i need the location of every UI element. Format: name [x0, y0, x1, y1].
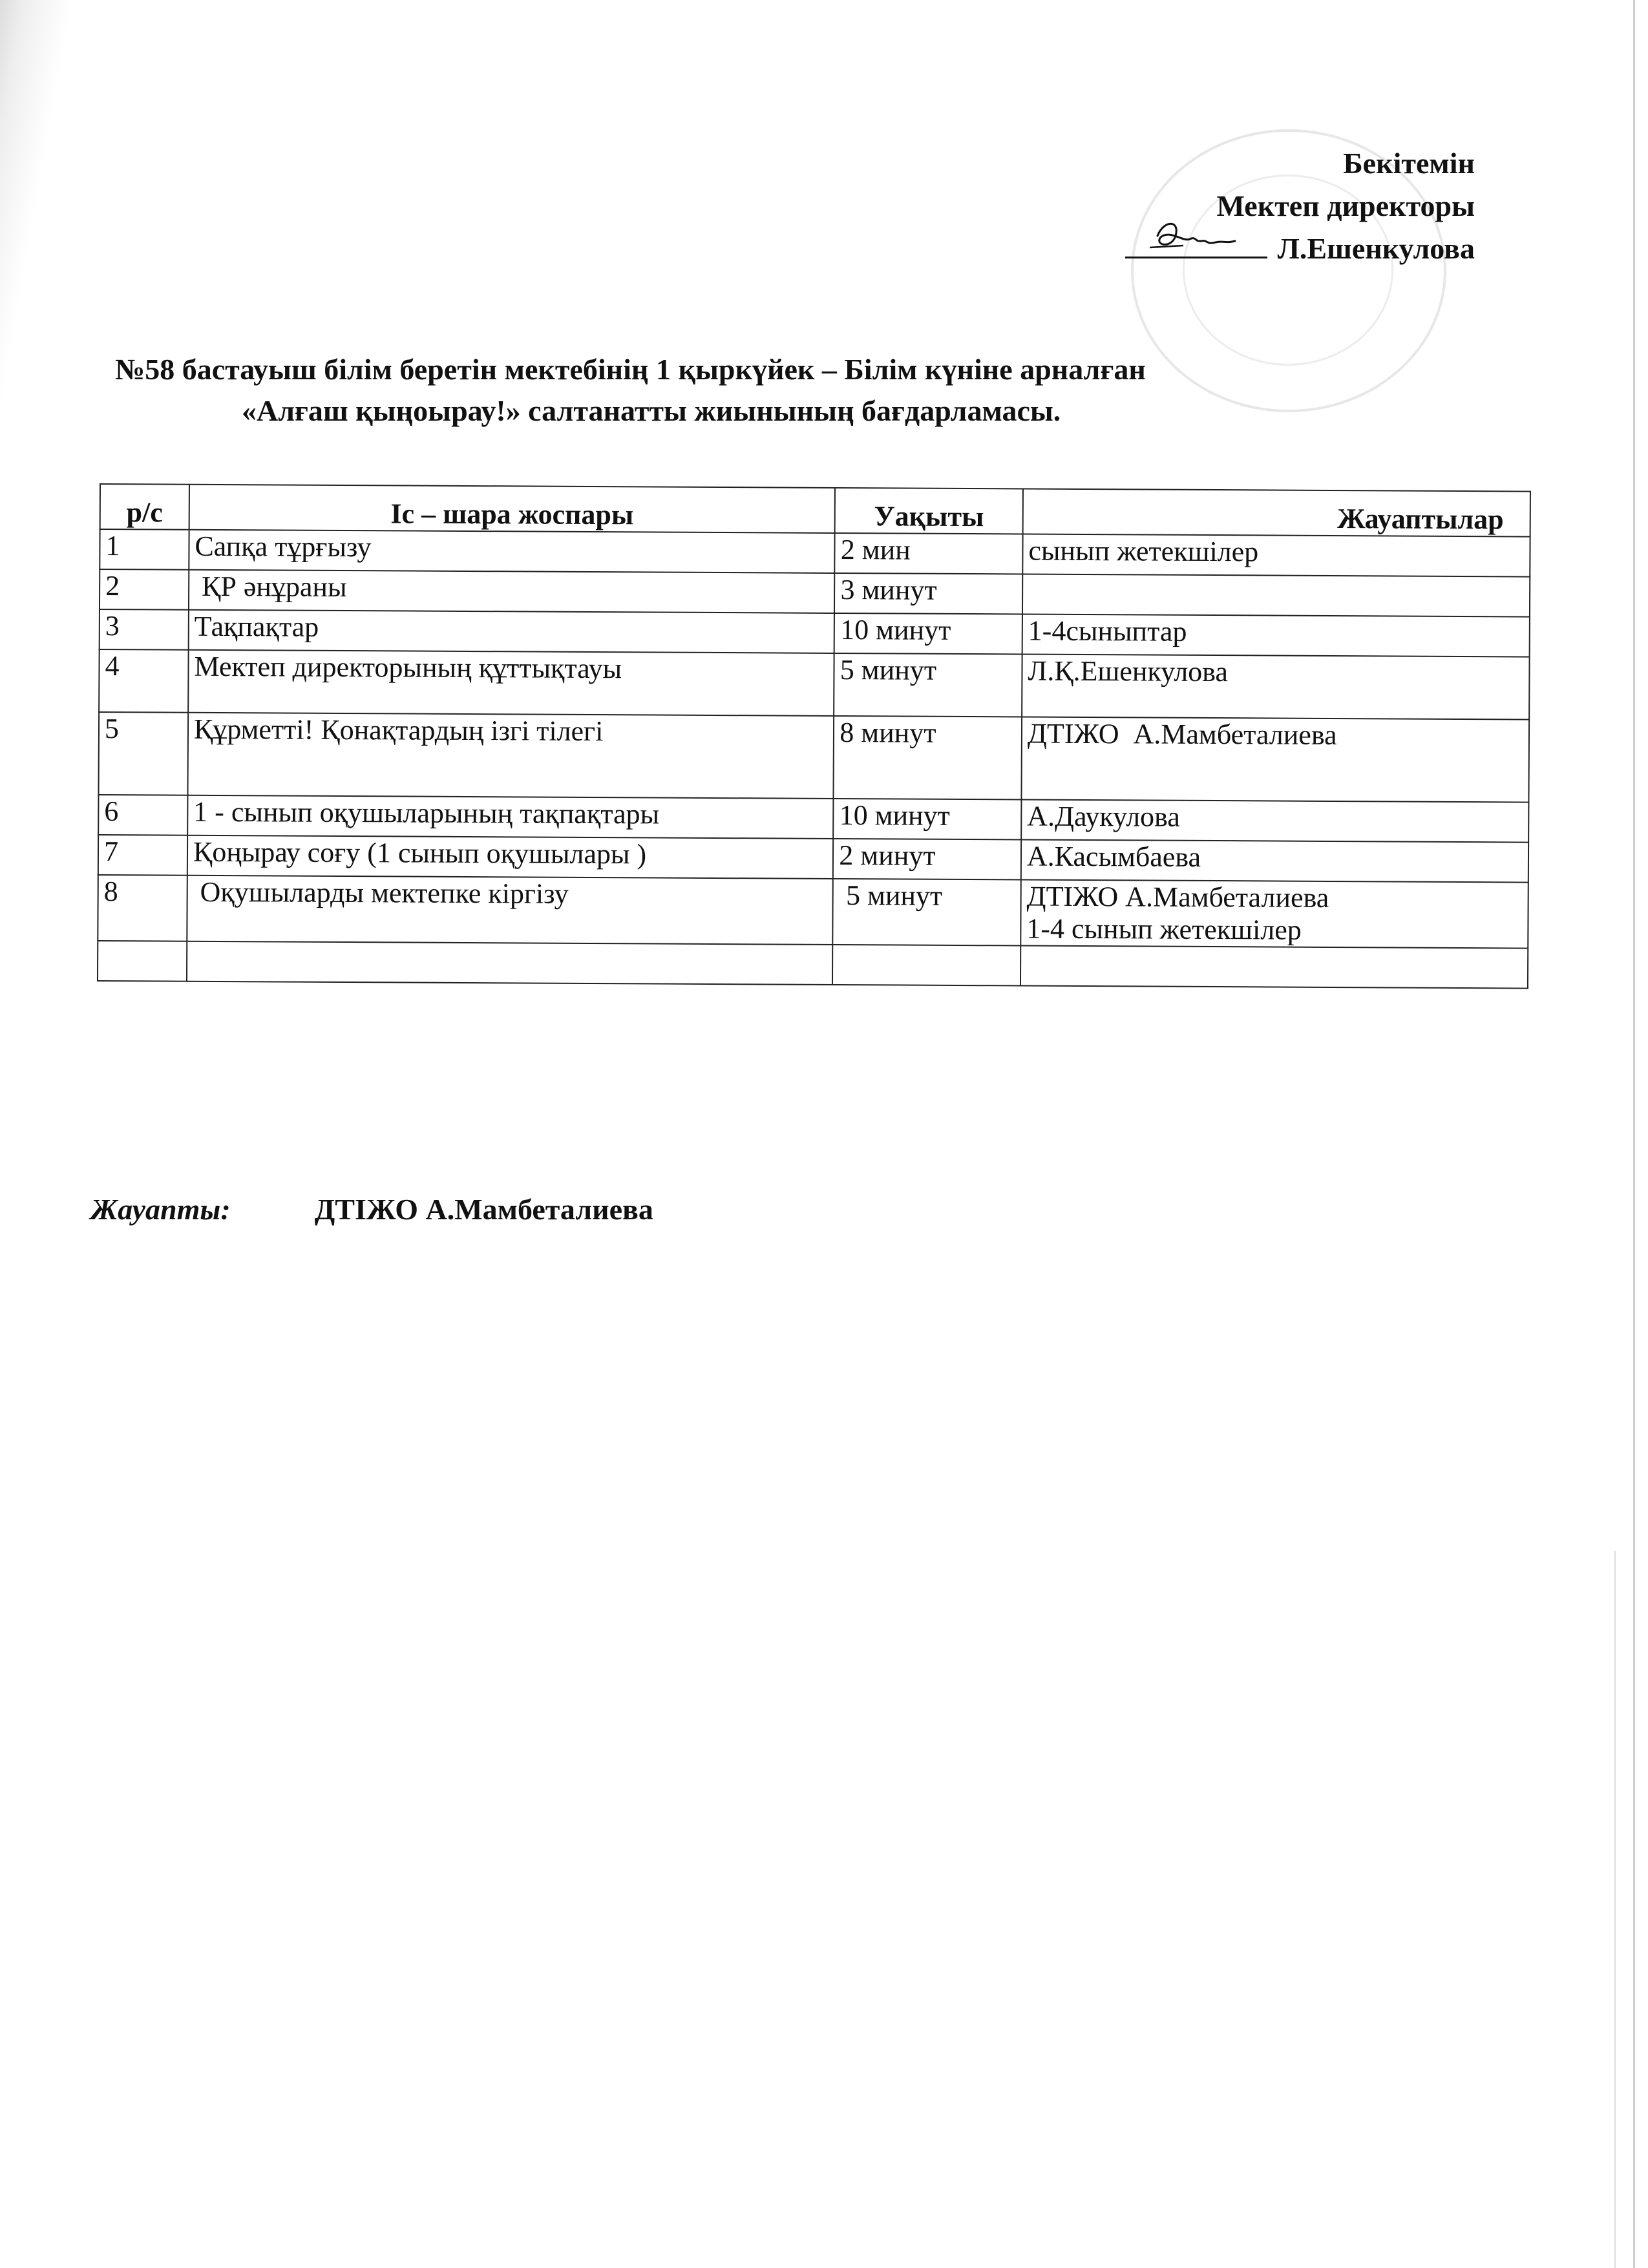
responsible-line: 1-4 сынып жетекшілер [1026, 912, 1302, 946]
row-event: Сапқа тұрғызу [189, 530, 835, 573]
approval-block [1125, 142, 1475, 270]
document-title [115, 349, 1472, 432]
approve-label: Бекітемін [1343, 147, 1475, 180]
table-row [99, 649, 1529, 720]
handwritten-signature [1145, 216, 1241, 255]
row-number: 3 [100, 609, 189, 650]
row-time: 10 минут [834, 613, 1022, 655]
table-header-row [100, 484, 1530, 537]
row-number: 4 [99, 649, 188, 713]
row-time: 10 минут [834, 799, 1022, 840]
header-number: р/с [100, 484, 189, 530]
row-responsible: сынып жетекшілер [1022, 534, 1530, 576]
row-responsible: А.Даукулова [1021, 799, 1528, 842]
row-number: 8 [98, 875, 187, 941]
title-line-2: «Алғаш қыңоырау!» салтанатты жиынының бағдарламасы. [242, 394, 1061, 427]
row-responsible [1022, 574, 1530, 616]
row-number: 6 [98, 795, 187, 835]
scan-edge-shadow [0, 0, 207, 2268]
table-row [98, 795, 1528, 843]
row-responsible [1020, 879, 1528, 948]
row-number: 2 [100, 569, 189, 610]
row-event: Тақпақтар [189, 610, 835, 653]
header-responsible: Жауаптылар [1023, 488, 1530, 536]
responsible-footer [90, 1192, 653, 1226]
signature-line [1125, 231, 1267, 258]
table-row [100, 609, 1530, 657]
row-responsible: 1-4сыныптар [1022, 614, 1530, 656]
table-row [98, 835, 1528, 883]
row-number: 5 [98, 712, 188, 795]
row-number: 1 [100, 529, 189, 570]
row-event: Оқушыларды мектепке кіргізу [187, 876, 833, 945]
scan-edge-line [1633, 0, 1635, 2268]
header-time: Уақыты [835, 488, 1023, 534]
row-time: 5 минут [833, 879, 1021, 946]
scan-edge-line [1614, 1551, 1616, 2268]
table-row [100, 529, 1530, 577]
row-event: Құрметті! Қонақтардың ізгі тілегі [187, 713, 834, 799]
responsible-line: ДТІЖО А.Мамбеталиева [1026, 880, 1329, 914]
row-time: 8 минут [834, 716, 1022, 800]
row-responsible: А.Касымбаева [1021, 839, 1528, 882]
row-time: 2 минут [833, 839, 1021, 880]
row-time [832, 945, 1020, 986]
row-number [98, 941, 187, 982]
responsible-label: Жауапты: [90, 1193, 231, 1226]
director-name: Л.Ешенкулова [1277, 232, 1475, 265]
row-event: ҚР әнұраны [189, 570, 835, 613]
header-event-plan: Іс – шара жоспары [189, 485, 836, 533]
row-number: 7 [98, 835, 187, 876]
row-event [187, 941, 833, 985]
director-position: Мектеп директоры [1216, 189, 1475, 222]
row-responsible [1020, 945, 1528, 988]
row-responsible: Л.Қ.Ешенкулова [1022, 654, 1530, 719]
title-line-1: №58 бастауыш білім беретін мектебінің 1 қыркүйек – Білім күніне арналған [115, 353, 1146, 386]
responsible-name: ДТІЖО А.Мамбеталиева [314, 1193, 653, 1226]
row-time: 2 мин [835, 533, 1023, 574]
table-row [100, 569, 1530, 617]
row-time: 5 минут [834, 653, 1022, 717]
row-event: Қоңырау соғу (1 сынып оқушылары ) [187, 835, 834, 879]
program-table [97, 483, 1531, 989]
row-time: 3 минут [834, 573, 1022, 614]
table-row [98, 712, 1529, 803]
table-row [98, 875, 1528, 949]
row-event: Мектеп директорының құттықтауы [188, 650, 834, 716]
table-row-empty [98, 941, 1528, 989]
row-responsible: ДТІЖО А.Мамбеталиева [1021, 717, 1529, 802]
director-signature-line [1125, 227, 1475, 270]
row-event: 1 - сынып оқушыларының тақпақтары [187, 795, 834, 839]
